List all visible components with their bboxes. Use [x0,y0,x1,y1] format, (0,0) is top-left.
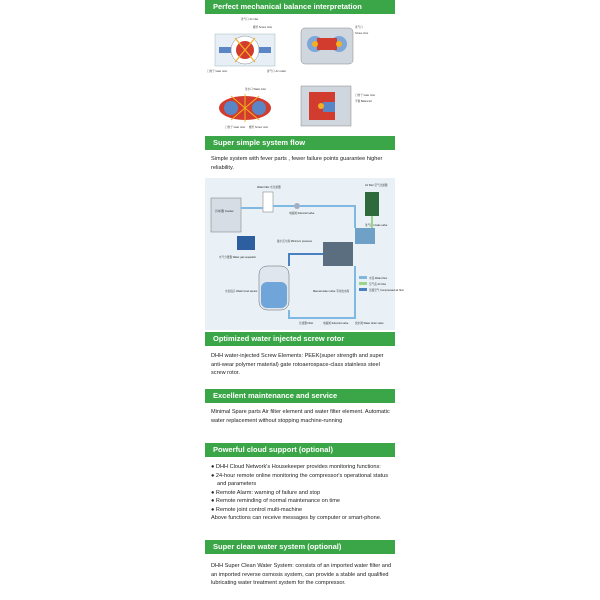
label-gate-rotor: 门转子 Gate rotor [207,70,228,73]
rotor-figure-4 [301,86,351,126]
label-gate-rotor-3: 门转子 Gate rotor [355,94,376,97]
flow-description: Simple system with fever parts , fewer failure points guarantee higher reliability. [211,156,383,171]
cloud-bullet: ● Remote joint control multi-machine [211,506,303,513]
label-drain-valve: 放水阀 Water drain valve [355,322,384,325]
legend-air: 空气流 Air flow [369,283,387,286]
section-header-flow: Super simple system flow [205,136,395,150]
label-screw-rotor-2: 螺杆 Screw rotor [249,126,269,129]
rotor-description: DHH water-injected Screw Elements: PEEK(super strength and super anti-wear polymer material) gate rotoaerospace-class stainless steel screw rotor. [211,353,384,376]
rotor-figure-2 [301,28,353,64]
label-intake-valve: 进气阀 Intake valve [365,224,388,227]
section-header-maintenance: Excellent maintenance and service [205,389,395,403]
section-header-cloud: Powerful cloud support (optional) [205,443,395,457]
label-air-inlet: 进气口 Air inlet [241,18,259,21]
legend-swatch-air [359,282,367,285]
rotor-figure-3 [219,94,271,122]
label-water-filter: Water filter 水过滤器 [257,186,281,189]
label-water-inlet: 进水口 Water inlet [245,88,266,91]
legend-swatch-compressed [359,288,367,291]
svg-text:进气口: 进气口 [355,26,363,29]
legend-swatch-water [359,276,367,279]
label-solenoid: 电磁阀 Solenoid valve [289,212,315,215]
cloud-list [211,463,393,523]
section-header-balance: Perfect mechanical balance interpretation [205,0,395,14]
label-separator: 水气分离器 Water gas separator [219,256,257,259]
label-cooler: 冷却器 Cooler [215,209,234,213]
label-gate-rotor-2: 门转子 Gate rotor [225,126,246,129]
label-manual-valve: Manual water valve 手动放水阀 [313,290,350,293]
brochure-column [205,0,404,600]
label-balanced: 平衡 Balanced [355,100,372,103]
cloud-footer: Above functions can receive messages by computer or smart-phone. [211,515,382,521]
label-screw-rotor: 螺杆 Screw rotor [253,26,273,29]
maintenance-description: Minimal Spare parts Air filter element and water filter element. Automatic water replacement without stopping machine-running [211,409,390,424]
cloud-bullet: ● DHH Cloud Network's Housekeeper provides monitoring functions: [211,464,381,470]
label-solenoid-2: 电磁阀 Solenoid valve [323,322,349,325]
balance-diagram [205,14,395,132]
svg-text:Screw rotor: Screw rotor [355,32,369,35]
water-description: DHH Super Clean Water System: consists of an imported water filter and an imported reverse osmosis system, can provide a stable and qualified lubricating water treatment system for the compressor. [211,563,392,586]
legend-water: 水流 Water flow [369,277,388,280]
system-flow-diagram [205,178,404,330]
cloud-bullet: ● 24-hour remote online monitoring the compressor's operational status and parameters [211,472,389,487]
legend-compressed: 压缩空气 Compressed air flow [369,289,404,292]
label-air-outlet: 排气口 Air outlet [267,70,286,73]
label-air-filter: Air filter 空气过滤器 [365,184,388,187]
label-filter: 过滤器 Filter [299,322,314,325]
cloud-bullet: ● Remote Alarm: warning of failure and stop [211,489,321,496]
cloud-bullet: ● Remote reminding of normal maintenance on time [211,498,340,504]
section-header-water: Super clean water system (optional) [205,540,395,554]
label-water-level: 水位指示 Water level sensor [225,290,258,293]
label-min-pressure: 最小压力阀 Minimum pressure [277,240,313,243]
rotor-figure-1 [215,34,275,66]
section-header-rotor: Optimized water injected screw rotor [205,332,395,346]
